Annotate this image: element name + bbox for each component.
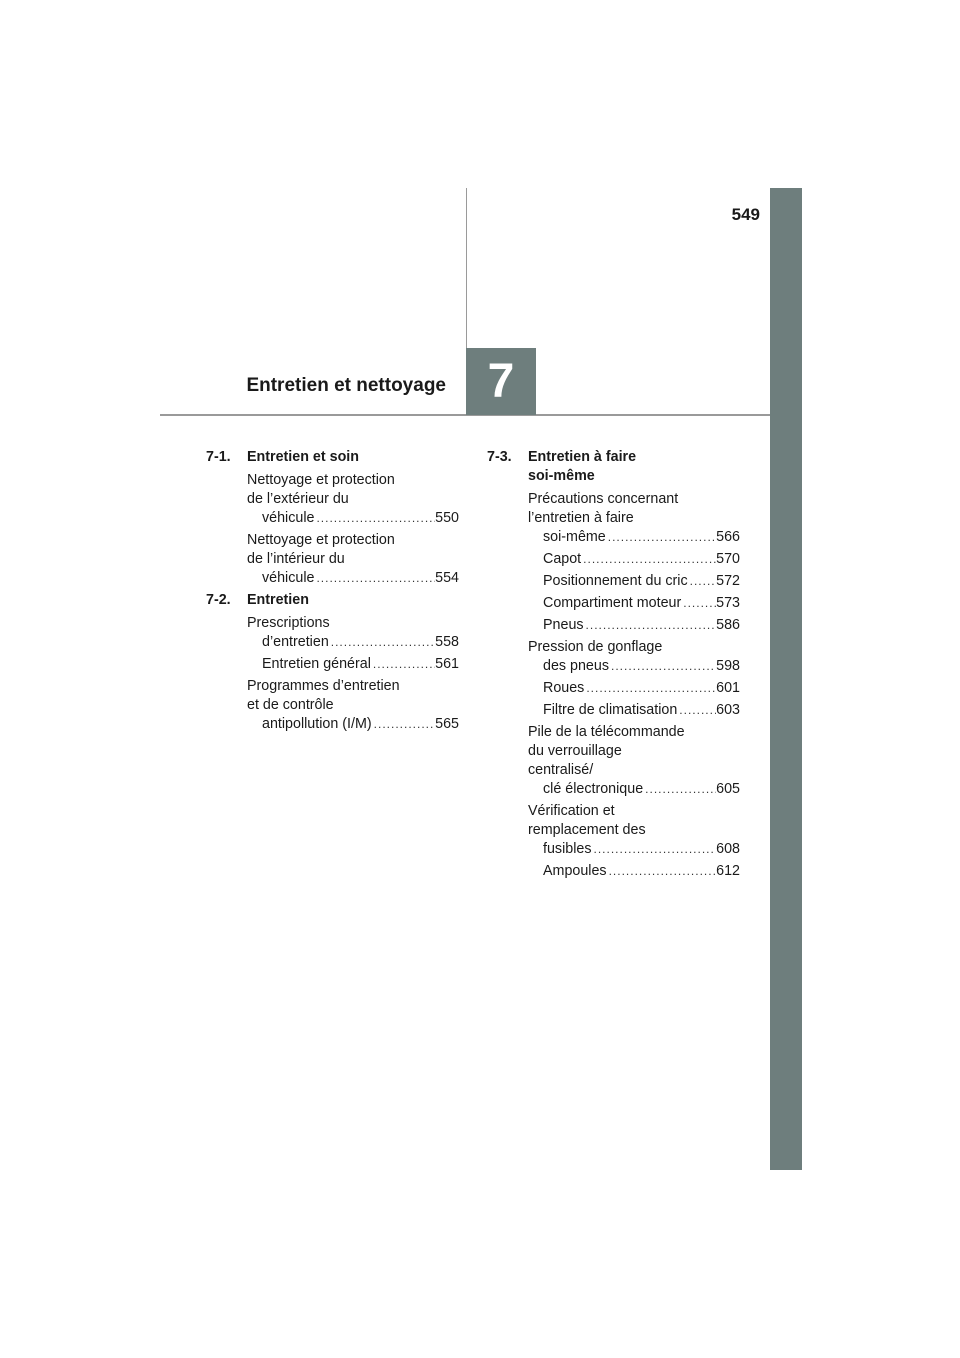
horizontal-divider [160, 414, 770, 416]
toc-entry-line: Programmes d’entretien [247, 678, 400, 694]
toc-section [206, 591, 459, 734]
toc-entry-line: fusibles [543, 841, 592, 857]
section-heading [206, 448, 459, 467]
toc-entry-line: Pile de la télécommande [528, 724, 685, 740]
toc-entry-text [528, 594, 740, 613]
section-title-line: Entretien et soin [247, 449, 360, 465]
toc-entry[interactable] [528, 638, 740, 676]
section-title-line: Entretien à faire [528, 449, 637, 465]
toc-entry-text [247, 655, 459, 674]
toc-entry-line: Roues [543, 680, 585, 696]
toc-entry-last-line [543, 594, 740, 613]
toc-entry-text [528, 638, 740, 676]
toc-entry[interactable] [528, 616, 740, 635]
dot-leader [329, 633, 435, 652]
dot-leader [584, 679, 716, 698]
toc-entry[interactable] [528, 802, 740, 859]
toc-entry-text [528, 679, 740, 698]
toc-entry[interactable] [247, 677, 459, 734]
toc-entry-last-line [262, 655, 459, 674]
toc-entry-line: Prescriptions [247, 615, 330, 631]
toc-entry-last-line [543, 616, 740, 635]
page-reference: 572 [716, 573, 740, 589]
toc-entry[interactable] [247, 614, 459, 652]
toc-entry-last-line [543, 780, 740, 799]
toc-entry-line: Pneus [543, 617, 584, 633]
dot-leader [371, 655, 435, 674]
page-reference: 561 [435, 656, 459, 672]
toc-entry-last-line [262, 569, 459, 588]
toc-entry-text [247, 471, 459, 528]
toc-entry-text [247, 677, 459, 734]
page-reference: 566 [716, 529, 740, 545]
section-title-line: Entretien [247, 592, 309, 608]
dot-leader [581, 550, 716, 569]
toc-entry-line: Entretien général [262, 656, 371, 672]
toc-entry[interactable] [247, 471, 459, 528]
dot-leader [314, 509, 435, 528]
section-title [247, 591, 459, 610]
toc-entry-line: Filtre de climatisation [543, 702, 678, 718]
toc-entry[interactable] [528, 679, 740, 698]
dot-leader [314, 569, 435, 588]
dot-leader [606, 528, 716, 547]
toc-column-left [206, 448, 459, 737]
chapter-number-box: 7 [466, 348, 536, 415]
page-reference: 550 [435, 510, 459, 526]
toc-entry-line: soi-même [543, 529, 606, 545]
toc-entry[interactable] [247, 655, 459, 674]
toc-entry-line: véhicule [262, 570, 315, 586]
toc-entry-last-line [543, 840, 740, 859]
toc-entry-text [528, 490, 740, 547]
toc-entry-text [528, 550, 740, 569]
section-title-line: soi-même [528, 468, 595, 484]
toc-entry-line: d’entretien [262, 634, 329, 650]
section-number: 7-3. [487, 449, 512, 465]
toc-entry-line: Capot [543, 551, 582, 567]
toc-section [206, 448, 459, 588]
page-number: 549 [731, 205, 760, 224]
toc-entry[interactable] [528, 594, 740, 613]
toc-section [487, 448, 740, 881]
toc-entry-line: des pneus [543, 658, 609, 674]
dot-leader [609, 657, 716, 676]
toc-entry-line: de l’intérieur du [247, 551, 345, 567]
toc-entry-line: Nettoyage et protection [247, 532, 395, 548]
toc-entry-last-line [262, 715, 459, 734]
toc-entry-text [528, 616, 740, 635]
page-reference: 598 [716, 658, 740, 674]
toc-entry-line: Ampoules [543, 863, 607, 879]
toc-entry-last-line [543, 701, 740, 720]
toc-entry-last-line [543, 862, 740, 881]
toc-entry-last-line [543, 528, 740, 547]
toc-entry-last-line [543, 572, 740, 591]
toc-column-right [487, 448, 740, 884]
toc-entry[interactable] [528, 550, 740, 569]
dot-leader [591, 840, 716, 859]
toc-entry-line: Positionnement du cric [543, 573, 688, 589]
dot-leader [677, 701, 716, 720]
dot-leader [681, 594, 716, 613]
toc-entry-line: clé électronique [543, 781, 644, 797]
section-title [247, 448, 459, 467]
page-reference: 608 [716, 841, 740, 857]
dot-leader [607, 862, 717, 881]
section-heading [487, 448, 740, 486]
toc-entry-line: de l’extérieur du [247, 491, 349, 507]
section-number: 7-2. [206, 592, 231, 608]
toc-entry-text [528, 862, 740, 881]
page-reference: 570 [716, 551, 740, 567]
toc-entry-last-line [262, 509, 459, 528]
toc-entry[interactable] [528, 862, 740, 881]
toc-entry-last-line [262, 633, 459, 652]
toc-entry-line: l’entretien à faire [528, 510, 634, 526]
dot-leader [372, 715, 435, 734]
chapter-title: Entretien et nettoyage [246, 375, 446, 396]
toc-entry-text [528, 572, 740, 591]
page-reference: 605 [716, 781, 740, 797]
page-reference: 601 [716, 680, 740, 696]
toc-entry[interactable] [528, 701, 740, 720]
toc-entry[interactable] [528, 572, 740, 591]
section-number: 7-1. [206, 449, 231, 465]
vertical-divider [466, 188, 467, 348]
toc-entry-line: antipollution (I/M) [262, 716, 372, 732]
page-reference: 554 [435, 570, 459, 586]
toc-entry-text [247, 531, 459, 588]
toc-entry-line: remplacement des [528, 822, 646, 838]
page-reference: 603 [716, 702, 740, 718]
toc-entry-last-line [543, 657, 740, 676]
dot-leader [584, 616, 717, 635]
page-reference: 573 [716, 595, 740, 611]
section-heading [206, 591, 459, 610]
toc-entry-line: Précautions concernant [528, 491, 679, 507]
page-reference: 612 [716, 863, 740, 879]
chapter-side-tab [770, 188, 802, 1170]
section-title [528, 448, 740, 486]
toc-entry-line: et de contrôle [247, 697, 334, 713]
toc-entry-line: Vérification et [528, 803, 615, 819]
toc-entry[interactable] [247, 531, 459, 588]
toc-entry-line: centralisé/ [528, 762, 594, 778]
page-reference: 586 [716, 617, 740, 633]
toc-entry-last-line [543, 679, 740, 698]
dot-leader [643, 780, 716, 799]
toc-entry-text [528, 723, 740, 799]
toc-entry-line: du verrouillage [528, 743, 622, 759]
page-reference: 558 [435, 634, 459, 650]
toc-entry[interactable] [528, 490, 740, 547]
toc-entry-text [528, 802, 740, 859]
toc-entry-text [528, 701, 740, 720]
toc-entry-line: Pression de gonflage [528, 639, 663, 655]
dot-leader [688, 572, 717, 591]
toc-entry-line: Compartiment moteur [543, 595, 682, 611]
toc-entry-last-line [543, 550, 740, 569]
toc-entry-line: Nettoyage et protection [247, 472, 395, 488]
toc-entry-line: véhicule [262, 510, 315, 526]
toc-entry[interactable] [528, 723, 740, 799]
toc-entry-text [247, 614, 459, 652]
page-reference: 565 [435, 716, 459, 732]
